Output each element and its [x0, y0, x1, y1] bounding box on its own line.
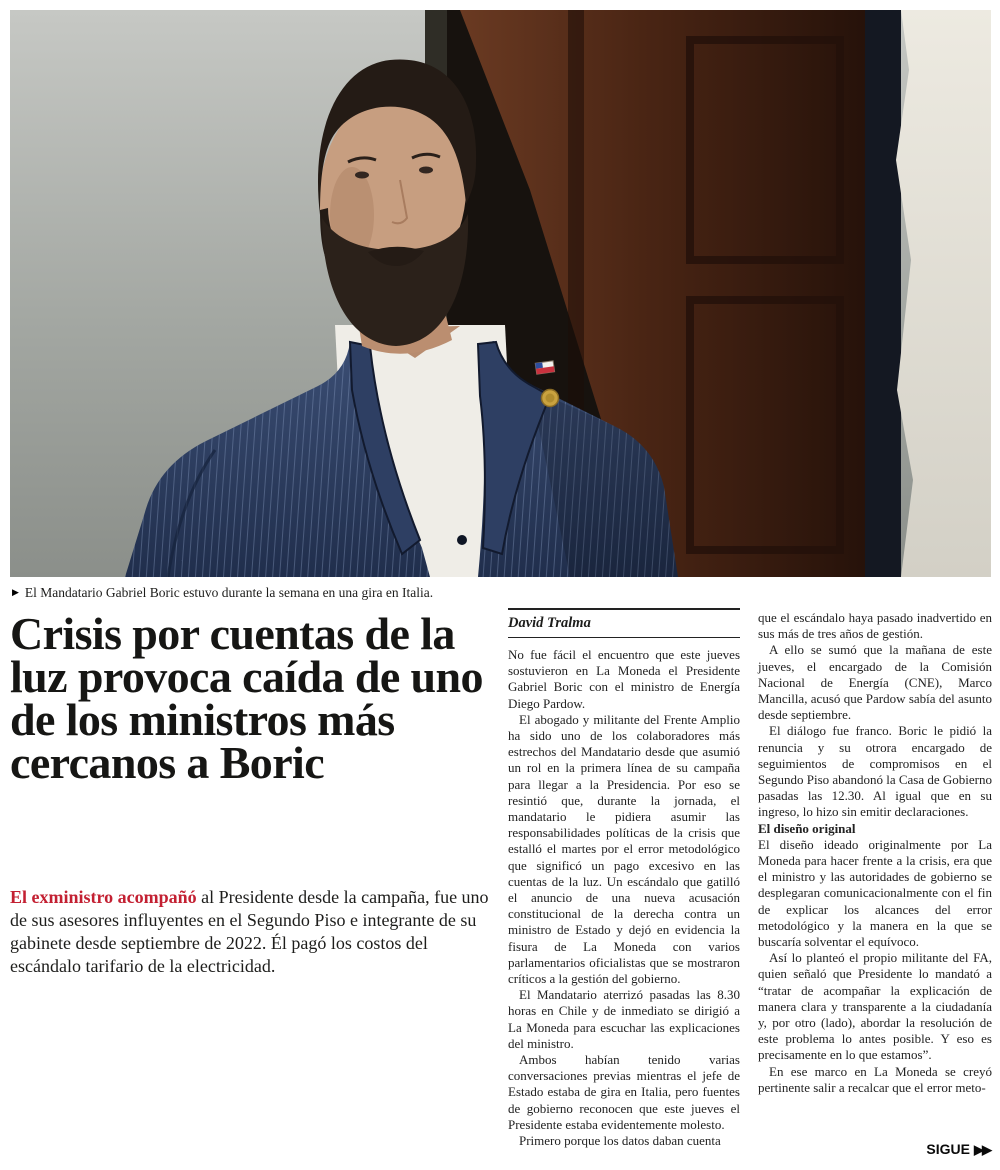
article-column-middle — [508, 608, 740, 1149]
article-lede — [10, 886, 494, 978]
medal-pin — [542, 390, 559, 407]
article-paragraph: El abogado y militante del Frente Amplio ha sido uno de los colaboradores más estrechos del Mandatario desde que asumió un rol en la primera línea de su campaña para llegar a la Presidencia. Por eso se resintió que, durante la jornada, el mandatario le pidiera asumir las responsabilidades políticas de la crisis que estalló el martes por el error metodológico que significó un pago excesivo en las cuentas de la luz. Un escándalo que gatilló el anuncio de una nueva acusación constitucional de la derecha contra un ministro de Estado y dejó en evidencia la fisura de La Moneda con varios parlamentarios oficialistas que se mostraron críticos a la gestión del gobierno. — [508, 711, 740, 987]
lede-rest: al Presidente desde la campaña, fue uno de sus asesores influyentes en el Segundo Piso e integrante de su gabinete desde septiembre de 2022. Él pagó los costos del escándalo tarifario de la electricidad. — [10, 887, 489, 976]
article-paragraph: En ese marco en La Moneda se creyó pertinente salir a recalcar que el error meto- — [758, 1063, 992, 1095]
flag-pin — [535, 361, 554, 374]
lede-lead-in: El exministro acompañó — [10, 887, 197, 907]
caption-text: El Mandatario Gabriel Boric estuvo durante la semana en una gira en Italia. — [24, 585, 434, 600]
article-paragraph: El diseño ideado originalmente por La Moneda para hacer frente a la crisis, era que el ministro y las autoridades de gobierno se desplegaran comunicacionalmente con el fin de explicar los alcances del error metodológico y la manera en la que se buscaría solventar el equívoco. — [758, 836, 992, 950]
continues-label: SIGUE — [926, 1141, 970, 1157]
caption-marker-icon: ▶ — [12, 587, 19, 597]
article-column-right — [758, 610, 992, 1096]
byline-author: David Tralma — [508, 615, 591, 631]
byline-block — [508, 608, 740, 638]
photo-caption — [12, 583, 990, 602]
doorway-gap — [865, 10, 901, 577]
section-subhead: El diseño original — [758, 820, 856, 836]
article-photo — [10, 10, 991, 577]
suit-button — [457, 535, 467, 545]
article-paragraph: No fue fácil el encuentro que este jueves sostuvieron en La Moneda el Presidente Gabriel Boric con el ministro de Energía Diego Pardow. — [508, 647, 740, 711]
article-paragraph: A ello se sumó que la mañana de este jueves, el encargado de la Comisión Nacional de Energía (CNE), Marco Mancilla, acusó que Pardow sabía del asunto desde septiembre. — [758, 642, 992, 723]
photo-illustration — [10, 10, 991, 577]
article-paragraph: El Mandatario aterrizó pasadas las 8.30 horas en Chile y de inmediato se dirigió a La Moneda para escuchar las explicaciones del ministro. — [508, 987, 740, 1051]
continues-indicator — [918, 1141, 990, 1158]
continues-arrows-icon: ▶▶ — [974, 1142, 990, 1157]
eye-left — [355, 172, 369, 179]
article-paragraph: Ambos habían tenido varias conversaciones previas mientras el jefe de Estado estaba de gira en Italia, pero fuentes de gobierno reconocen que este jueves el Presidente estaba evidentemente molesto. — [508, 1052, 740, 1132]
eye-right — [419, 167, 433, 174]
article-paragraph: Así lo planteó el propio militante del FA, quien señaló que Presidente lo mandató a “tratar de acompañar la explicación de manera clara y transparente a la ciudadanía y, por otro (lado), abordar la resolución de este problema lo antes posible. Y eso es precisamente en lo que estamos”. — [758, 950, 992, 1063]
article-headline: Crisis por cuentas de la luz provoca caída de uno de los ministros más cercanos a Boric — [10, 608, 483, 788]
article-paragraph: Primero porque los datos daban cuenta — [519, 1133, 721, 1149]
article-paragraph: que el escándalo haya pasado inadvertido en sus más de tres años de gestión. — [758, 610, 992, 642]
article-paragraph: El diálogo fue franco. Boric le pidió la renuncia y su otrora encargado de seguimientos de compromisos en el Segundo Piso abandonó la Casa de Gobierno pasadas las 12.30. Al igual que en su ingreso, lo hizo sin emitir declaraciones. — [758, 723, 992, 820]
